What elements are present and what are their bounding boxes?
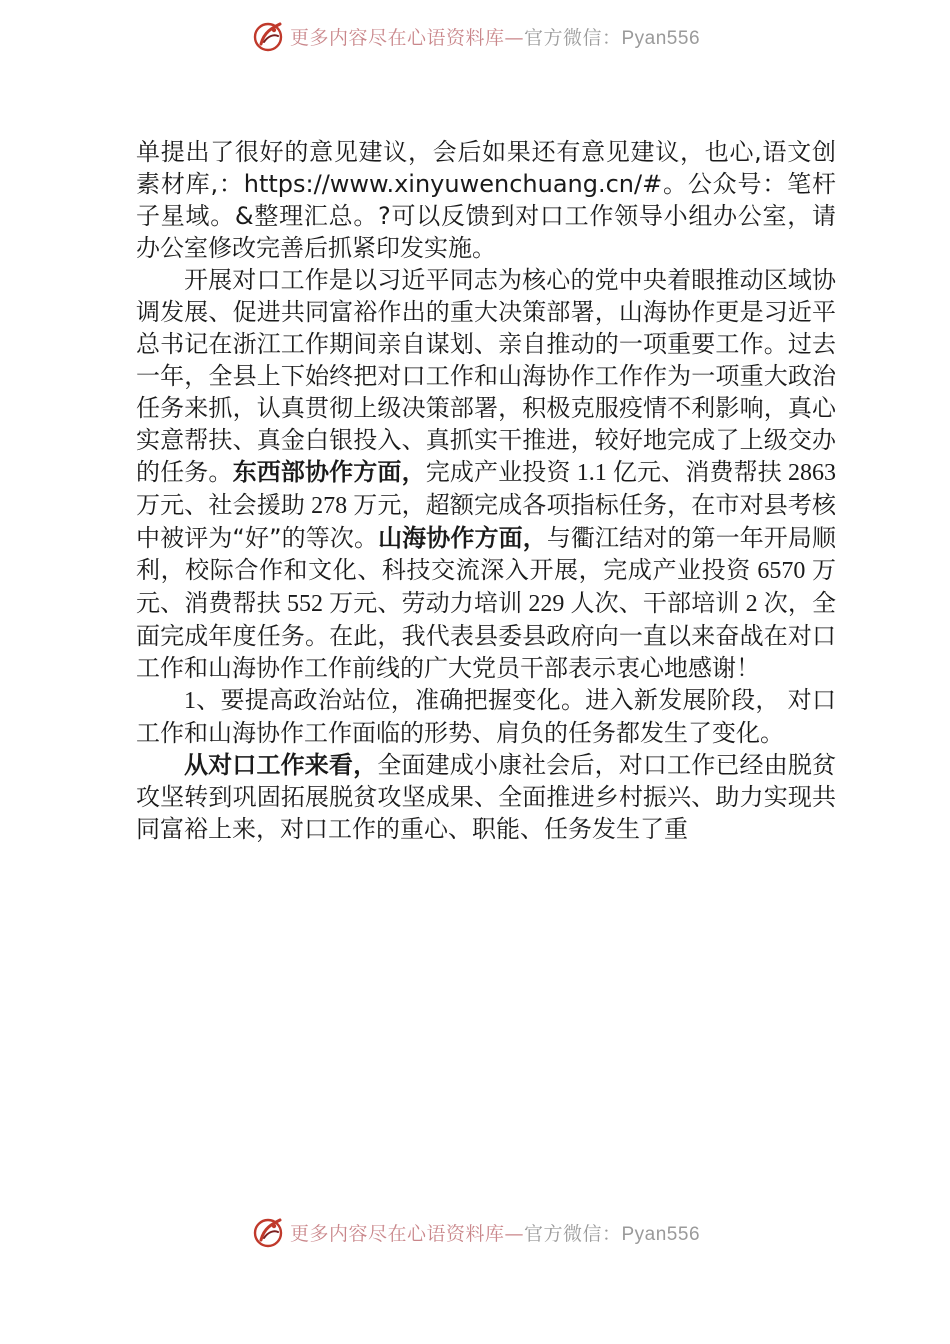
p2-heading-east-west: 东西部协作方面， xyxy=(232,458,426,486)
p4-text: 全面建成小康社会后，对口工作已经由脱贫攻坚转到巩固拓展脱贫攻坚成果、全面推进乡村振兴、助力实现共同富裕上来，对口工作的重心、职能、任务发生了重 xyxy=(136,751,837,843)
p2-num-3: 278 xyxy=(305,493,354,519)
watermark-main: 更多内容尽在心语资料库 xyxy=(289,1222,505,1245)
p2-text-j: 万元、劳动力培训 xyxy=(329,589,523,617)
p2-text-d: 亿元、消费帮扶 xyxy=(612,458,782,486)
p2-text-c: 完成产业投资 xyxy=(425,458,571,486)
ribbon-logo-icon xyxy=(250,18,286,54)
watermark-text xyxy=(290,1219,700,1246)
paragraph-2 xyxy=(136,264,836,684)
p2-num-7: 2 xyxy=(739,591,764,617)
p2-num-5: 552 xyxy=(280,591,330,617)
document-body xyxy=(136,136,836,845)
p2-text-i: 万元、消费帮扶 xyxy=(136,556,837,617)
watermark-id: Pyan556 xyxy=(621,1223,701,1245)
p2-text-h: 与衢江结对的第一年开局顺利，校际合作和文化、科技交流深入开展，完成产业投资 xyxy=(136,524,837,584)
p2-heading-shanhai: 山海协作方面， xyxy=(378,524,547,552)
watermark-dash: — xyxy=(504,1222,524,1245)
header-watermark-banner xyxy=(0,14,950,58)
p3-text: 、要提高政治站位，准确把握变化。进入新发展阶段， 对口工作和山海协作工作面临的形势、肩负的任务都发生了变化。 xyxy=(136,686,836,747)
p2-text-k: 人次、干部培训 xyxy=(570,589,740,617)
p2-text-e: 万元、社会援助 xyxy=(136,491,305,519)
watermark-wechat: 官方微信： xyxy=(523,1222,622,1245)
watermark-main: 更多内容尽在心语资料库 xyxy=(289,26,505,49)
footer-watermark-banner xyxy=(0,1210,950,1254)
paragraph-4 xyxy=(136,749,836,845)
p2-num-4: 6570 xyxy=(750,558,813,584)
p4-heading: 从对口工作来看， xyxy=(184,751,378,779)
watermark-id: Pyan556 xyxy=(621,27,701,49)
p3-number: 1 xyxy=(184,688,196,714)
paragraph-1: 单提出了很好的意见建议，会后如果还有意见建议，也心,语文创素材库,：https://www.xinyuwenchuang.cn/#。公众号：笔杆子星域。&整理汇总。?可以反馈到对口工作领导小组办公室，请办公室修改完善后抓紧印发实施。 xyxy=(136,138,836,262)
p2-text-f: 万元，超额完成各项指标任务，在市对县考核中被评为“好”的等次。 xyxy=(136,491,837,552)
watermark-wechat: 官方微信： xyxy=(523,26,622,49)
watermark-text xyxy=(290,23,700,50)
p2-num-6: 229 xyxy=(522,591,571,617)
p2-text-l: 次，全面完成年度任务。在此，我代表县委县政府向一直以来奋战在对口工作和山海协作工作前线的广大党员干部表示衷心地感谢！ xyxy=(136,589,837,682)
ribbon-logo-icon xyxy=(250,1214,286,1250)
p2-num-2: 2863 xyxy=(781,460,837,486)
p2-text-a: 开展对口工作是以习近平同志为核心的党中央着眼推动区域协调发展、促进共同富裕作出的重大决策部署，山海协作更是习近平总书记在浙江工作期间亲自谋划、亲自推动的一项重要工作。过去一年，全县上下始终把对口工作和山海协作工作作为一项重大政治任务来抓，认真贯彻上级决策部署，积极克服疫情不利影响，真心实意帮扶、真金白银投入、真抓实干推进，较好地完成了上级交办的任务。 xyxy=(136,266,836,486)
watermark-dash: — xyxy=(504,26,524,49)
paragraph-3 xyxy=(136,684,836,749)
p2-num-1: 1.1 xyxy=(570,460,613,486)
